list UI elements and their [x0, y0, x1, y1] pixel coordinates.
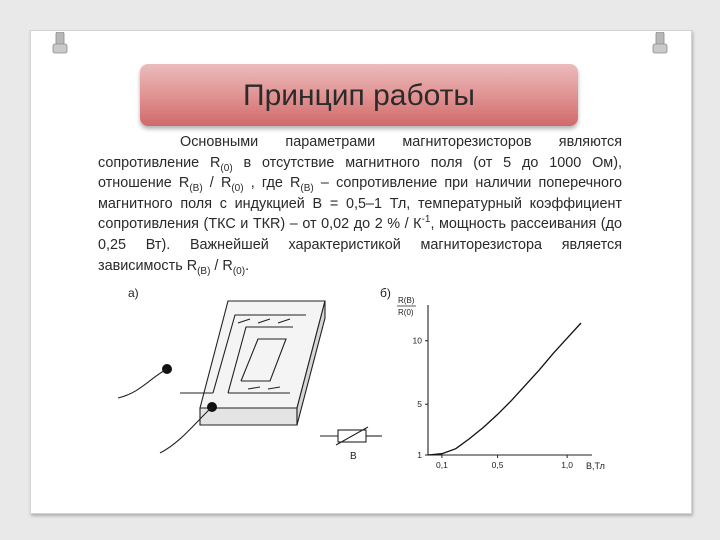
- text-run: , где R: [243, 175, 301, 192]
- subscript: (0): [232, 265, 246, 277]
- subscript: (0): [220, 162, 233, 174]
- x-tick-label: 1,0: [561, 460, 574, 470]
- bolt-icon: [52, 32, 68, 56]
- subscript: (B): [197, 265, 211, 277]
- chart-plot: [413, 305, 592, 470]
- slide-title: Принцип работы: [243, 79, 475, 112]
- text-run: / R: [202, 175, 232, 192]
- text-run: Основными параметрами магниторезисторов являются сопротивление R: [98, 134, 622, 171]
- text-run: в отсутствие магнитного поля (от 5 до 1000 Ом), отношение R: [98, 154, 622, 192]
- x-axis-label: B,Тл: [586, 461, 605, 471]
- figure-label-b: б): [380, 286, 391, 300]
- y-axis-label-numerator: R(B): [398, 296, 415, 305]
- lead-wire: [118, 369, 167, 398]
- x-tick-label: 0,1: [435, 460, 448, 470]
- symbol-label: B: [350, 451, 357, 462]
- text-run: , мощность рассеивания (до 0,25 Вт). Важнейшей характеристикой магниторезистора является зависимость R: [98, 216, 622, 274]
- subscript: (0): [231, 183, 244, 195]
- y-axis-label-denominator: R(0): [398, 308, 414, 317]
- text-run: .: [245, 257, 250, 274]
- superscript: -1: [421, 214, 431, 226]
- y-tick-label: 10: [412, 335, 422, 346]
- x-tick-label: 0,5: [491, 460, 504, 470]
- figure: [110, 283, 610, 473]
- body-paragraph: [98, 132, 622, 276]
- series-line: [428, 323, 581, 455]
- y-tick-label: 1: [417, 450, 422, 460]
- y-tick-label: 5: [417, 399, 422, 410]
- magnetoresistor-symbol: [320, 427, 382, 445]
- magnetoresistor-device: [180, 301, 325, 425]
- text-run: – сопротивление при наличии поперечного магнитного поля с индукцией В = 0,5–1 Тл, температурный коэффициент сопротивления (ТКС и ТКR) – от 0,02 до 2 % / К: [98, 175, 622, 233]
- text-run: / R: [210, 257, 233, 274]
- bolt-icon: [652, 32, 668, 56]
- figure-label-a: а): [128, 286, 139, 300]
- subscript: (B): [300, 183, 314, 195]
- subscript: (B): [189, 183, 203, 195]
- title-banner: [140, 64, 578, 126]
